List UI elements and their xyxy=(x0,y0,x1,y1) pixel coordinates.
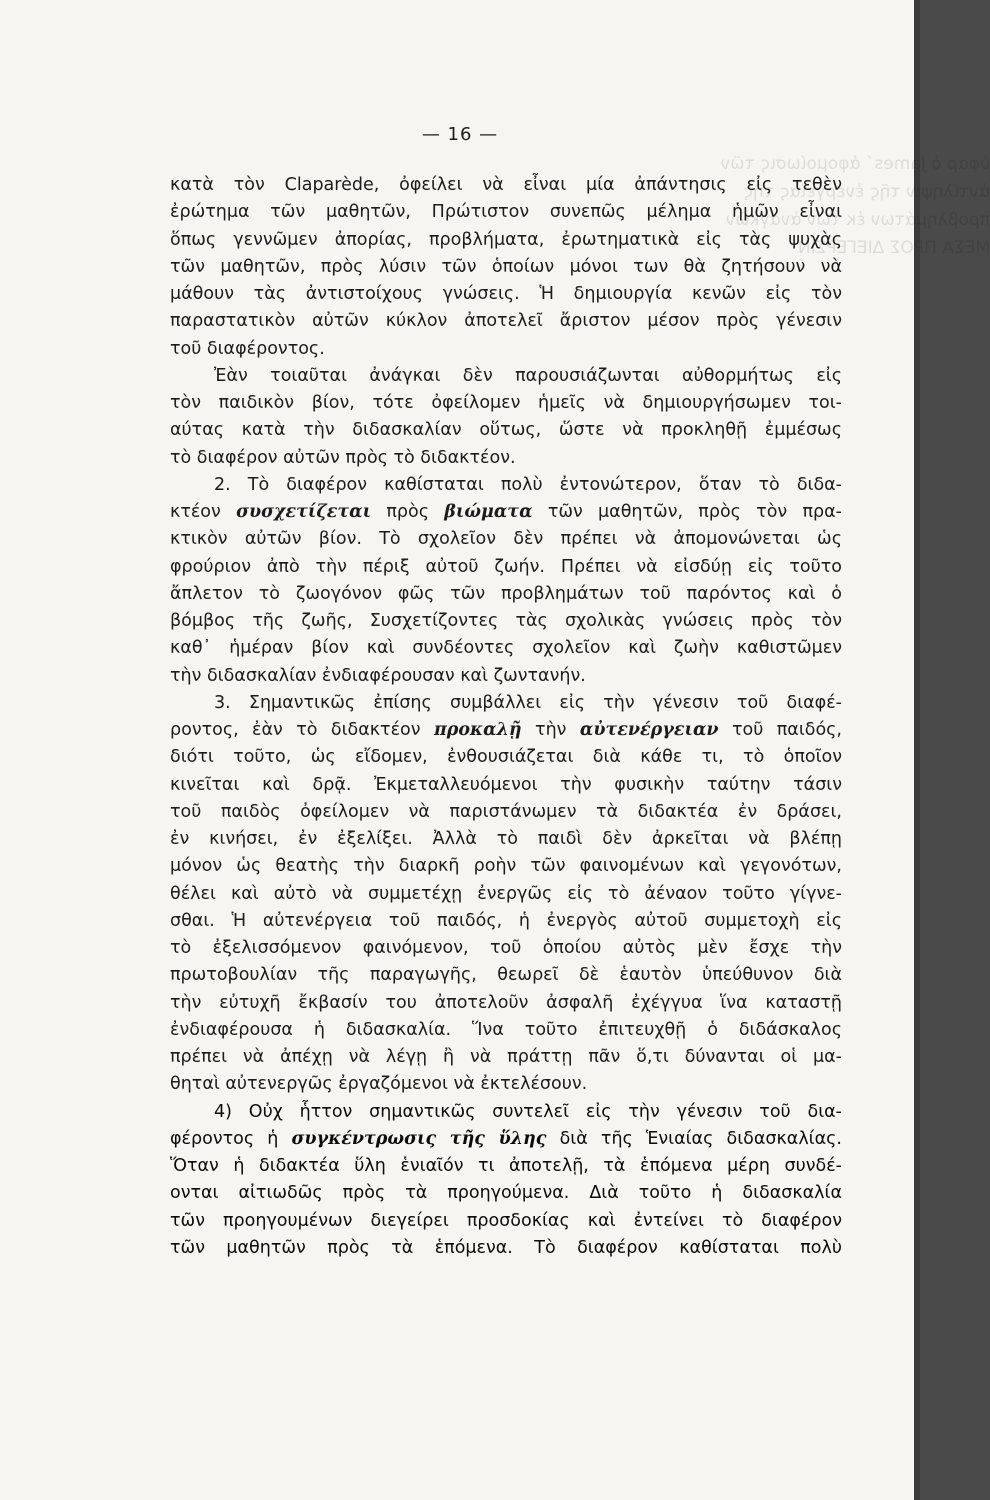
text-span: ροντος, ἐὰν τὸ διδακτέον xyxy=(170,720,421,740)
text-line: ἐνδιαφέρουσα ἡ διδασκαλία. Ἵνα τοῦτο ἐπιτευχθῇ ὁ διδάσκαλος xyxy=(170,1019,842,1040)
emphasis-text: αὐτενέργειαν xyxy=(579,720,719,740)
text-body xyxy=(170,172,842,1262)
text-line: αύτας κατὰ τὴν διδασκαλίαν οὕτως, ὥστε νὰ προκληθῇ ἐμμέσως xyxy=(170,420,842,441)
text-span: τοῦ παιδός, xyxy=(731,720,842,740)
text-line: ονται αἰτιωδῶς πρὸς τὰ προηγούμενα. Διὰ τοῦτο ἡ διδασκαλία xyxy=(170,1183,842,1204)
text-line: τῶν μαθητῶν πρὸς τὰ ἑπόμενα. Τὸ διαφέρον καθίσταται πολὺ xyxy=(170,1237,842,1258)
text-span: τῶν μαθητῶν, πρὸς τὸν πρα- xyxy=(547,502,842,522)
text-line: σθαι. Ἡ αὐτενέργεια τοῦ παιδός, ἡ ἐνεργὸς αὐτοῦ συμμετοχὴ εἰς xyxy=(170,910,842,931)
text-line: τὸ διαφέρον αὐτῶν πρὸς τὸ διδακτέον. xyxy=(170,447,516,468)
text-line: ἐν κινήσει, ἐν ἐξελίξει. Ἀλλὰ τὸ παιδὶ δὲν ἀρκεῖται νὰ βλέπῃ xyxy=(170,829,842,849)
paragraph-3 xyxy=(170,472,842,690)
text-line xyxy=(170,717,842,744)
text-line: διότι τοῦτο, ὡς εἴδομεν, ἐνθουσιάζεται διὰ κάθε τι, τὸ ὁποῖον xyxy=(170,747,842,768)
emphasis-text: συγκέντρωσις τῆς ὕλης xyxy=(291,1128,547,1149)
paragraph-5 xyxy=(170,1099,842,1263)
text-span: πρὸς xyxy=(386,502,430,522)
text-line: τοῦ διαφέροντος. xyxy=(170,338,325,359)
text-line: πρέπει νὰ ἀπέχῃ νὰ λέγῃ ἢ νὰ πράττῃ πᾶν ὅ,τι δύνανται οἱ μα- xyxy=(170,1047,842,1067)
text-line: ἄπλετον τὸ ζωογόνον φῶς τῶν προβλημάτων τοῦ παρόντος καὶ ὁ xyxy=(170,583,842,604)
text-line: 3. Σημαντικῶς ἐπίσης συμβάλλει εἰς τὴν γένεσιν τοῦ διαφέ- xyxy=(214,692,842,713)
text-line: τοῦ παιδὸς ὀφείλομεν νὰ παριστάνωμεν τὰ διδακτέα ἐν δράσει, xyxy=(170,801,842,822)
text-span: τὴν xyxy=(535,720,567,740)
text-line: μάθουν τὰς ἀντιστοίχους γνώσεις. Ἡ δημιουργία κενῶν εἰς τὸν xyxy=(170,284,842,304)
text-line: βόμβος τῆς ζωῆς, Συσχετίζοντες τὰς σχολικὰς γνώσεις πρὸς τὸν xyxy=(170,611,842,631)
text-line: τὸ ἐξελισσόμενον φαινόμενον, τοῦ ὁποίου αὐτὸς μὲν ἔσχε τὴν xyxy=(170,938,842,958)
text-line: τὴν διδασκαλίαν ἐνδιαφέρουσαν καὶ ζωντανήν. xyxy=(170,665,586,686)
emphasis-text: βιώματα xyxy=(444,502,533,522)
text-line: τὴν εὐτυχῆ ἔκβασίν του ἀποτελοῦν ἀσφαλῆ ἐχέγγυα ἵνα καταστῇ xyxy=(170,992,842,1013)
text-line: 4) Οὐχ ἧττον σημαντικῶς συντελεῖ εἰς τὴν γένεσιν τοῦ δια- xyxy=(214,1101,842,1122)
text-line: κινεῖται καὶ δρᾷ. Ἐκμεταλλευόμενοι τὴν φυσικὴν ταύτην τάσιν xyxy=(170,774,842,795)
text-line: θηταὶ αὐτενεργῶς ἐργαζόμενοι νὰ ἐκτελέσουν. xyxy=(170,1074,588,1095)
text-line: τὸν παιδικὸν βίον, τότε ὀφείλομεν ἡμεῖς νὰ δημιουργήσωμεν τοι- xyxy=(170,393,842,413)
text-line xyxy=(170,499,842,526)
text-span: φέροντος ἡ xyxy=(170,1128,279,1149)
text-line: μόνον ὡς θεατὴς τὴν διαρκῆ ροὴν τῶν φαινομένων καὶ γεγονότων, xyxy=(170,856,842,877)
paragraph-4 xyxy=(170,690,842,1099)
emphasis-text: συσχετίζεται xyxy=(236,502,372,522)
text-line: ὅπως γεννῶμεν ἀπορίας, προβλήματα, ἐρωτηματικὰ εἰς τὰς ψυχὰς xyxy=(170,229,842,250)
bleed-through-text: ὑφαρ ὁ Jamesˊ ἀφομοίωσις τῶν ἀντίληψιν τῆς ἐνεργείας τῆς προβλημάτων ἐκ τῶν ἀναγκῶν ΜΕΣΑ ΠΡΟΣ ΔΙΕΓΕΡΣΙΝ xyxy=(720,154,990,258)
paragraph-1 xyxy=(170,172,842,363)
text-line: κτικὸν αὐτῶν βίον. Τὸ σχολεῖον δὲν πρέπει νὰ ἀπομονώνεται ὡς xyxy=(170,529,842,550)
text-line: τῶν μαθητῶν, πρὸς λύσιν τῶν ὁποίων μόνοι των θὰ ζητήσουν νὰ xyxy=(170,256,842,277)
text-line xyxy=(170,1126,842,1153)
text-line: Ἐὰν τοιαῦται ἀνάγκαι δὲν παρουσιάζωνται αὐθορμήτως εἰς xyxy=(214,365,842,386)
text-line: παραστατικὸν αὐτῶν κύκλον ἀποτελεῖ ἄριστον μέσον πρὸς γένεσιν xyxy=(170,311,842,332)
text-line: πρωτοβουλίαν τῆς παραγωγῆς, θεωρεῖ δὲ ἑαυτὸν ὑπεύθυνον διὰ xyxy=(170,965,842,986)
text-line: κατὰ τὸν Claparède, ὀφείλει νὰ εἶναι μία ἀπάντησις εἰς τεθὲν xyxy=(170,175,842,195)
paragraph-2 xyxy=(170,363,842,472)
text-line: φρούριον ἀπὸ τὴν πέριξ αὐτοῦ ζωήν. Πρέπει νὰ εἰσδύῃ εἰς τοῦτο xyxy=(170,556,842,577)
emphasis-text: προκαλῇ xyxy=(433,720,522,740)
text-line: ἐρώτημα τῶν μαθητῶν, Πρώτιστον συνεπῶς μέλημα ἡμῶν εἶναι xyxy=(170,202,842,223)
text-line: θέλει καὶ αὐτὸ νὰ συμμετέχῃ ἐνεργῶς εἰς τὸ ἀέναον τοῦτο γίγνε- xyxy=(170,883,842,904)
page-number: — 16 — xyxy=(421,124,499,145)
text-span: διὰ τῆς Ἑνιαίας διδασκαλίας. xyxy=(559,1128,842,1149)
text-span: κτέον xyxy=(170,502,221,522)
text-line: τῶν προηγουμένων διεγείρει προσδοκίας καὶ ἐντείνει τὸ διαφέρον xyxy=(170,1210,842,1231)
text-line: καθ᾽ ἡμέραν βίον καὶ συνδέοντες σχολεῖον καὶ ζωὴν καθιστῶμεν xyxy=(170,638,842,659)
text-line: 2. Τὸ διαφέρον καθίσταται πολὺ ἐντονώτερον, ὅταν τὸ διδα- xyxy=(214,474,842,495)
text-line: Ὅταν ἡ διδακτέα ὕλη ἑνιαῖόν τι ἀποτελῇ, τὰ ἑπόμενα μέρη συνδέ- xyxy=(170,1156,842,1176)
